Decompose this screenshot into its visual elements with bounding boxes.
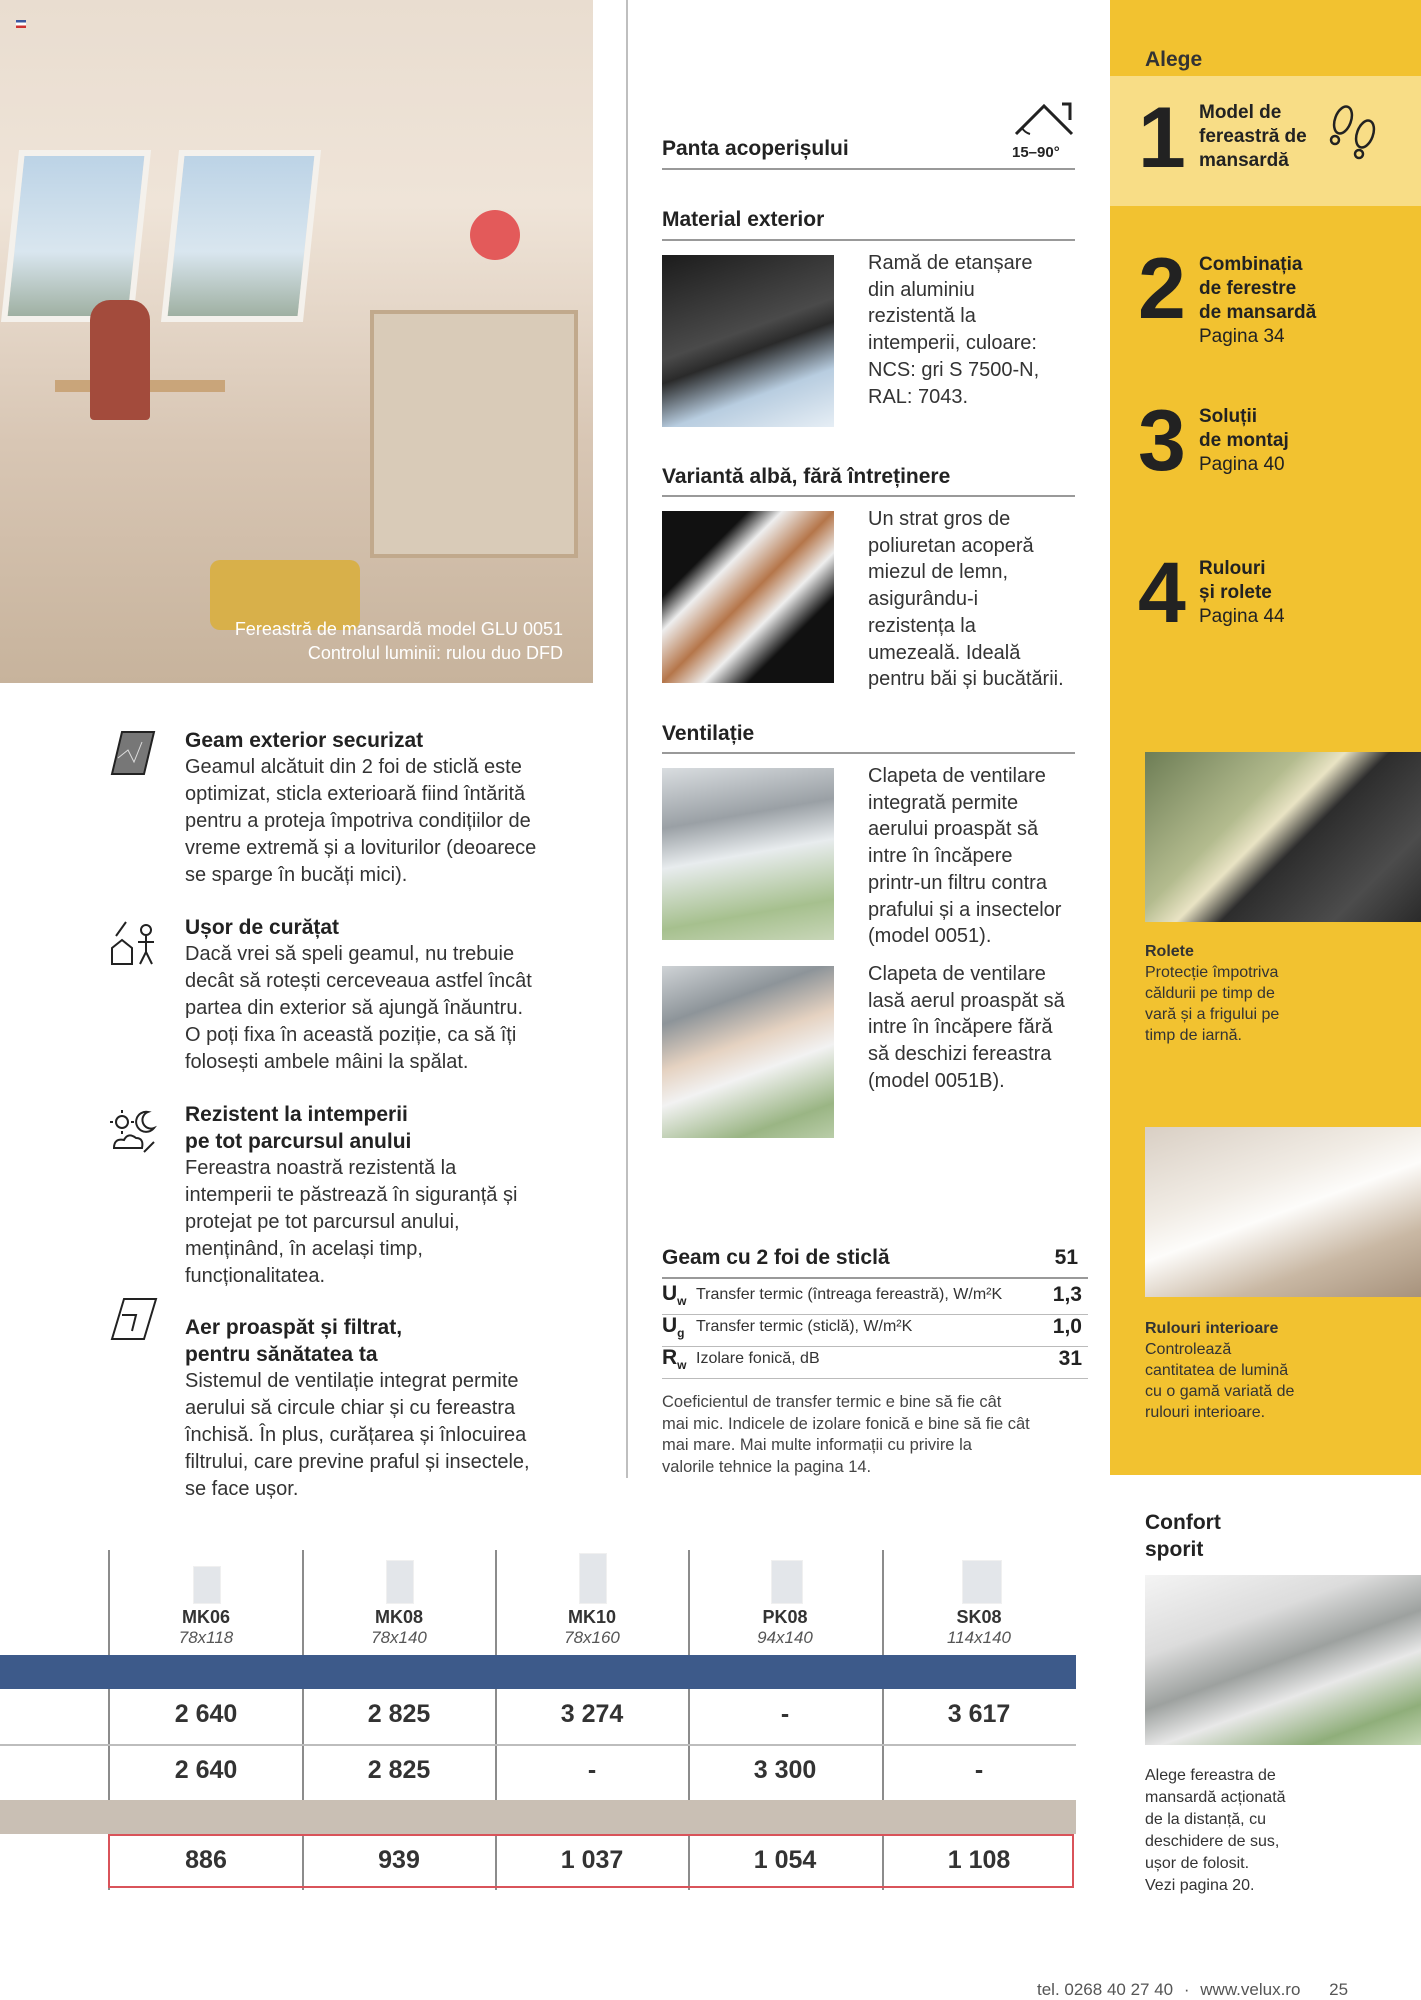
window-size-thumb — [771, 1560, 803, 1604]
model-code: MK10 — [567, 1607, 616, 1627]
text-line: Soluții — [1199, 406, 1258, 427]
model-dims: 114x140 — [947, 1628, 1011, 1647]
shelf — [370, 310, 578, 558]
section-rule — [662, 752, 1075, 754]
feature-body — [185, 941, 605, 1076]
text-line: partea din exterior să ajungă înăuntru. — [185, 997, 523, 1019]
spec-symbol: R — [662, 1346, 678, 1369]
table-header — [690, 1607, 880, 1648]
price-cell: 1 108 — [947, 1846, 1011, 1874]
exterior-material-photo — [662, 255, 834, 427]
feature-title: Aer proaspăt și filtrat, — [185, 1316, 403, 1339]
text-line: aerului proaspăt să — [868, 818, 1039, 841]
text-line: rulouri interioare. — [1145, 1404, 1266, 1421]
model-code: MK06 — [181, 1607, 230, 1627]
feature-title: pentru sănătatea ta — [185, 1343, 378, 1366]
window-size-thumb — [579, 1553, 607, 1604]
text-line: se face ușor. — [185, 1478, 299, 1500]
price-cell: 1 037 — [560, 1846, 624, 1874]
text-line: și rolete — [1199, 582, 1272, 603]
roof-slope-value: 15–90° — [1012, 144, 1060, 161]
confort-title — [1145, 1509, 1221, 1563]
text-line: vară și a frigului pe — [1145, 1006, 1280, 1023]
text-line: protejat pe tot parcursul anului, — [185, 1211, 460, 1233]
text-line: vreme extremă și a loviturilor (deoarece — [185, 837, 537, 859]
spec-row — [662, 1280, 1088, 1315]
text-line: Protecție împotriva — [1145, 964, 1279, 981]
footer-phone: tel. 0268 40 27 40 — [1037, 1980, 1174, 1999]
model-dims: 78x160 — [564, 1628, 620, 1647]
text-line: Controlează — [1145, 1341, 1232, 1358]
text-line: Un strat gros de — [868, 508, 1011, 530]
ventilation-photo-1 — [662, 768, 834, 940]
text-line: filtrului, care previne praful și insectele, — [185, 1451, 530, 1473]
spec-row — [662, 1312, 1088, 1347]
price-cell: - — [587, 1756, 597, 1784]
feature-title: Rezistent la intemperii — [185, 1103, 408, 1126]
easy-clean-icon — [108, 918, 158, 968]
text-line: Alege fereastra de — [1145, 1767, 1276, 1784]
sidebar-heading: Alege — [1145, 48, 1203, 71]
spec-subscript: w — [677, 1358, 687, 1373]
text-line: mai mare. Mai multe informații cu privire la — [662, 1436, 972, 1454]
text-line: Rulouri — [1199, 558, 1266, 579]
price-cell: - — [780, 1700, 790, 1728]
caption-line: Fereastră de mansardă model GLU 0051 — [234, 619, 563, 639]
text-line: deschidere de sus, — [1145, 1833, 1280, 1850]
text-line: Model de — [1199, 102, 1282, 123]
table-header — [884, 1607, 1074, 1648]
text-line: integrată permite — [868, 791, 1019, 814]
spec-value: 31 — [1058, 1347, 1082, 1370]
exterior-material-text — [868, 250, 1078, 410]
text-line: pentru a proteja împotriva condițiilor de — [185, 810, 531, 832]
text-line: Confort — [1145, 1511, 1221, 1534]
text-line: Geamul alcătuit din 2 foi de sticlă este — [185, 756, 522, 778]
window-size-thumb — [386, 1560, 414, 1604]
text-line: menținând, în același timp, — [185, 1238, 423, 1260]
hero-photo — [0, 0, 593, 683]
text-line: intemperii, culoare: — [868, 332, 1037, 355]
rulouri-photo — [1145, 1127, 1421, 1297]
confort-caption — [1145, 1765, 1405, 1897]
text-line: aerului să circule chiar și cu fereastra — [185, 1397, 516, 1419]
ventilation-icon — [108, 1295, 158, 1345]
text-line: (model 0051). — [868, 925, 992, 948]
step-number: 1 — [1138, 90, 1186, 186]
roof-window-left — [1, 150, 151, 322]
price-cell: 2 825 — [367, 1700, 431, 1728]
ventilation-text-1 — [868, 763, 1093, 950]
price-cell: - — [974, 1756, 984, 1784]
spec-symbol: U — [662, 1314, 678, 1337]
white-variant-title: Variantă albă, fără întreținere — [662, 465, 951, 488]
text-line: asigurându-i — [868, 588, 979, 611]
text-line: cu o gamă variată de — [1145, 1383, 1295, 1400]
text-line: sporit — [1145, 1538, 1204, 1561]
text-line: fereastră de — [1199, 126, 1307, 147]
text-line: decât să rotești cerceveaua astfel încât — [185, 970, 532, 992]
spec-label: Transfer termic (întreaga fereastră), W/m²K — [696, 1286, 1003, 1303]
text-line: intemperii te păstrează în siguranță și — [185, 1184, 518, 1206]
price-cell: 2 825 — [367, 1756, 431, 1784]
text-line: închisă. În plus, curățarea și înlocuirea — [185, 1424, 527, 1446]
model-code: MK08 — [374, 1607, 423, 1627]
person — [90, 300, 150, 420]
ventilation-text-2 — [868, 961, 1093, 1095]
model-dims: 78x140 — [371, 1628, 427, 1647]
feature-title: Geam exterior securizat — [185, 729, 424, 752]
text-line: lasă aerul proaspăt să — [868, 989, 1065, 1012]
table-header — [497, 1607, 687, 1648]
spec-symbol: U — [662, 1282, 678, 1305]
text-line: (model 0051B). — [868, 1069, 1005, 1092]
text-line: miezul de lemn, — [868, 561, 1009, 584]
text-line: printr-un filtru contra — [868, 871, 1047, 894]
confort-photo — [1145, 1575, 1421, 1745]
text-line: folosești ambele mâini la spălat. — [185, 1051, 469, 1073]
ventilation-title: Ventilație — [662, 722, 755, 745]
feature-tempered-glass — [185, 727, 605, 889]
footer-separator: · — [1183, 1980, 1190, 1999]
text-line: ușor de folosit. — [1145, 1855, 1250, 1872]
ventilation-photo-2 — [662, 966, 834, 1138]
spec-value: 1,0 — [1052, 1315, 1082, 1338]
step-page: Pagina 34 — [1199, 326, 1285, 347]
text-line: funcționalitatea. — [185, 1265, 326, 1287]
text-line: rezistentă la — [868, 305, 976, 328]
text-line: Ramă de etanșare — [868, 252, 1033, 274]
text-line: de ferestre — [1199, 278, 1297, 299]
text-line: de mansardă — [1199, 302, 1317, 323]
text-line: prafului și a insectelor — [868, 898, 1062, 921]
roof-window-right — [161, 150, 321, 322]
text-line: cantitatea de lumină — [1145, 1362, 1289, 1379]
step-page: Pagina 44 — [1199, 606, 1285, 627]
hero-caption — [235, 617, 563, 665]
spec-row — [662, 1344, 1088, 1379]
text-line: RAL: 7043. — [868, 385, 969, 408]
window-size-thumb — [962, 1560, 1002, 1604]
exterior-material-title: Material exterior — [662, 208, 825, 231]
table-band-beige — [0, 1800, 1076, 1834]
text-line: rezistența la — [868, 614, 976, 637]
model-code: PK08 — [762, 1607, 808, 1627]
text-line: Clapeta de ventilare — [868, 963, 1046, 985]
text-line: Vezi pagina 20. — [1145, 1877, 1255, 1894]
model-dims: 94x140 — [757, 1628, 813, 1647]
caption-line: Controlul luminii: rulou duo DFD — [307, 643, 563, 663]
step-page: Pagina 40 — [1199, 454, 1285, 475]
text-line: umezeală. Ideală — [868, 641, 1021, 664]
feature-weather — [185, 1101, 605, 1290]
step-1-label[interactable] — [1199, 101, 1307, 173]
text-line: Combinația — [1199, 254, 1303, 275]
spec-subscript: w — [677, 1294, 687, 1309]
step-4-label[interactable] — [1199, 557, 1285, 629]
text-line: timp de iarnă. — [1145, 1027, 1242, 1044]
feature-body — [185, 754, 605, 889]
text-line: mansardă acționată — [1145, 1789, 1286, 1806]
feature-body — [185, 1368, 605, 1503]
table-rule — [0, 1744, 1076, 1746]
section-rule — [662, 1277, 1088, 1279]
white-variant-text — [868, 506, 1088, 693]
text-line: intre în încăpere — [868, 845, 1013, 868]
rolete-caption — [1145, 941, 1405, 1046]
text-line: intre în încăpere fără — [868, 1016, 1053, 1039]
text-line: poliuretan acoperă — [868, 534, 1034, 557]
price-cell: 2 640 — [174, 1700, 238, 1728]
text-line: NCS: gri S 7500-N, — [868, 358, 1040, 381]
section-rule — [662, 168, 1075, 170]
spec-label: Izolare fonică, dB — [696, 1350, 820, 1367]
step-2-label[interactable] — [1199, 253, 1316, 349]
text-line: Sistemul de ventilație integrat permite — [185, 1370, 519, 1392]
footprints-icon — [1325, 100, 1385, 162]
text-line: din aluminiu — [868, 278, 975, 301]
text-line: să deschizi fereastra — [868, 1043, 1052, 1066]
spec-label: Transfer termic (sticlă), W/m²K — [696, 1318, 913, 1335]
paper-fan — [470, 210, 520, 260]
text-line: mansardă — [1199, 150, 1289, 171]
spec-subscript: g — [677, 1326, 685, 1341]
window-size-thumb — [193, 1566, 221, 1604]
feature-ventilation — [185, 1314, 605, 1503]
white-variant-photo — [662, 511, 834, 683]
text-line: Dacă vrei să speli geamul, nu trebuie — [185, 943, 515, 965]
spec-title: Geam cu 2 foi de sticlă — [662, 1246, 890, 1269]
rulouri-caption — [1145, 1318, 1405, 1423]
column-divider — [626, 0, 628, 1478]
page-footer — [1037, 1980, 1348, 2000]
price-cell: 1 054 — [753, 1846, 817, 1874]
text-line: Clapeta de ventilare — [868, 765, 1046, 787]
text-line: de la distanță, cu — [1145, 1811, 1266, 1828]
text-line: căldurii pe timp de — [1145, 985, 1275, 1002]
price-cell: 3 274 — [560, 1700, 624, 1728]
tempered-glass-icon — [108, 728, 158, 778]
weather-icon — [108, 1108, 158, 1158]
flag-icon — [16, 20, 26, 28]
step-3-label[interactable] — [1199, 405, 1289, 477]
step-number: 3 — [1138, 393, 1186, 489]
text-line: mai mic. Indicele de izolare fonică e bine să fie cât — [662, 1414, 1030, 1433]
text-line: se sparge în bucăți mici). — [185, 864, 408, 886]
roof-slope-icon — [1012, 100, 1076, 142]
feature-title: pe tot parcursul anului — [185, 1130, 412, 1153]
spec-note — [662, 1392, 1092, 1478]
price-cell: 3 617 — [947, 1700, 1011, 1728]
price-cell: 2 640 — [174, 1756, 238, 1784]
text-line: optimizat, sticla exterioară fiind întărită — [185, 783, 526, 805]
section-rule — [662, 495, 1075, 497]
caption-title: Rulouri interioare — [1145, 1320, 1279, 1337]
table-header — [304, 1607, 494, 1648]
feature-body — [185, 1155, 605, 1290]
price-cell: 3 300 — [753, 1756, 817, 1784]
price-cell: 939 — [378, 1846, 420, 1874]
text-line: valorile tehnice la pagina 14. — [662, 1457, 872, 1476]
model-code: SK08 — [956, 1607, 1002, 1627]
caption-title: Rolete — [1145, 943, 1194, 960]
text-line: Fereastra noastră rezistentă la — [185, 1157, 457, 1179]
step-number: 4 — [1138, 545, 1186, 641]
text-line: pentru băi și bucătării. — [868, 668, 1064, 691]
table-header — [111, 1607, 301, 1648]
model-dims: 78x118 — [178, 1628, 234, 1647]
rolete-photo — [1145, 752, 1421, 922]
spec-title-value: 51 — [1054, 1246, 1078, 1269]
text-line: Coeficientul de transfer termic e bine să fie cât — [662, 1393, 1002, 1411]
step-number: 2 — [1138, 241, 1186, 337]
text-line: de montaj — [1199, 430, 1289, 451]
price-cell: 886 — [185, 1846, 227, 1874]
table-band-blue — [0, 1655, 1076, 1689]
footer-website[interactable]: www.velux.ro — [1200, 1980, 1301, 1999]
roof-slope-title: Panta acoperișului — [662, 137, 849, 160]
page-number: 25 — [1329, 1980, 1349, 1999]
text-line: O poți fixa în această poziție, ca să îți — [185, 1024, 517, 1046]
section-rule — [662, 239, 1075, 241]
feature-easy-clean — [185, 914, 605, 1076]
feature-title: Ușor de curățat — [185, 916, 340, 939]
spec-value: 1,3 — [1052, 1283, 1082, 1306]
